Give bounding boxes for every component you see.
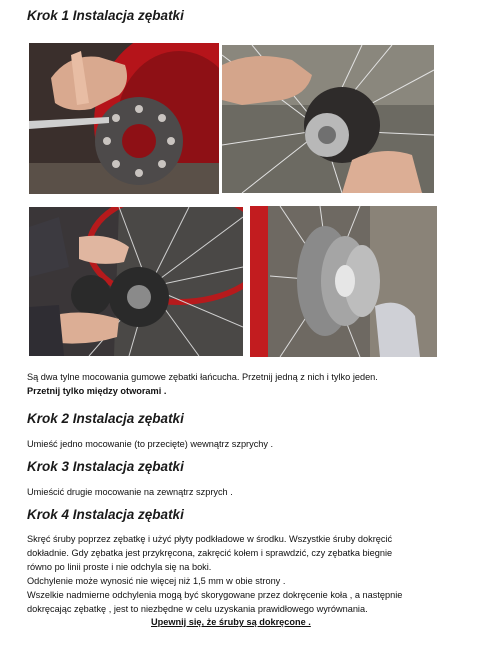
step3-heading: Krok 3 Instalacja zębatki [27, 459, 184, 474]
step3-text: Umieścić drugie mocowanie na zewnątrz szprych . [27, 487, 233, 497]
step1-text-line1: Są dwa tylne mocowania gumowe zębatki łańcucha. Przetnij jedną z nich i tylko jeden. [27, 372, 378, 382]
hand-holding-gasket-photo [29, 43, 219, 194]
step4-heading: Krok 4 Instalacja zębatki [27, 507, 184, 522]
step4-line3: równo po linii proste i nie odchyla się na boki. [27, 562, 212, 572]
installing-sprocket-photo [29, 207, 243, 356]
step4-line1: Skręć śruby poprzez zębatkę i użyć płyty podkładowe w środku. Wszystkie śruby dokręcić [27, 534, 393, 544]
step4-line5: Wszelkie nadmierne odchylenia mogą być skorygowane przez dokręcenie koła , a następnie [27, 590, 403, 600]
step4-final-note: Upewnij się, że śruby są dokręcone . [151, 617, 311, 627]
step4-line4: Odchylenie może wynosić nie więcej niż 1,5 mm w obie strony . [27, 576, 286, 586]
step4-line6: dokręcając zębatkę , jest to niezbędne w celu uzyskania prawidłowego wyrównania. [27, 604, 368, 614]
cassette-sprocket-photo [250, 206, 437, 357]
step4-line2: dokładnie. Gdy zębatka jest przykręcona, zakręcić kołem i sprawdzić, czy zębatka biegnie [27, 548, 393, 558]
step1-text-line2: Przetnij tylko między otworami . [27, 386, 167, 396]
step2-heading: Krok 2 Instalacja zębatki [27, 411, 184, 426]
step2-text: Umieść jedno mocowanie (to przecięte) wewnątrz szprychy . [27, 439, 274, 449]
wheel-hub-photo [222, 45, 434, 193]
step1-heading: Krok 1 Instalacja zębatki [27, 8, 184, 23]
